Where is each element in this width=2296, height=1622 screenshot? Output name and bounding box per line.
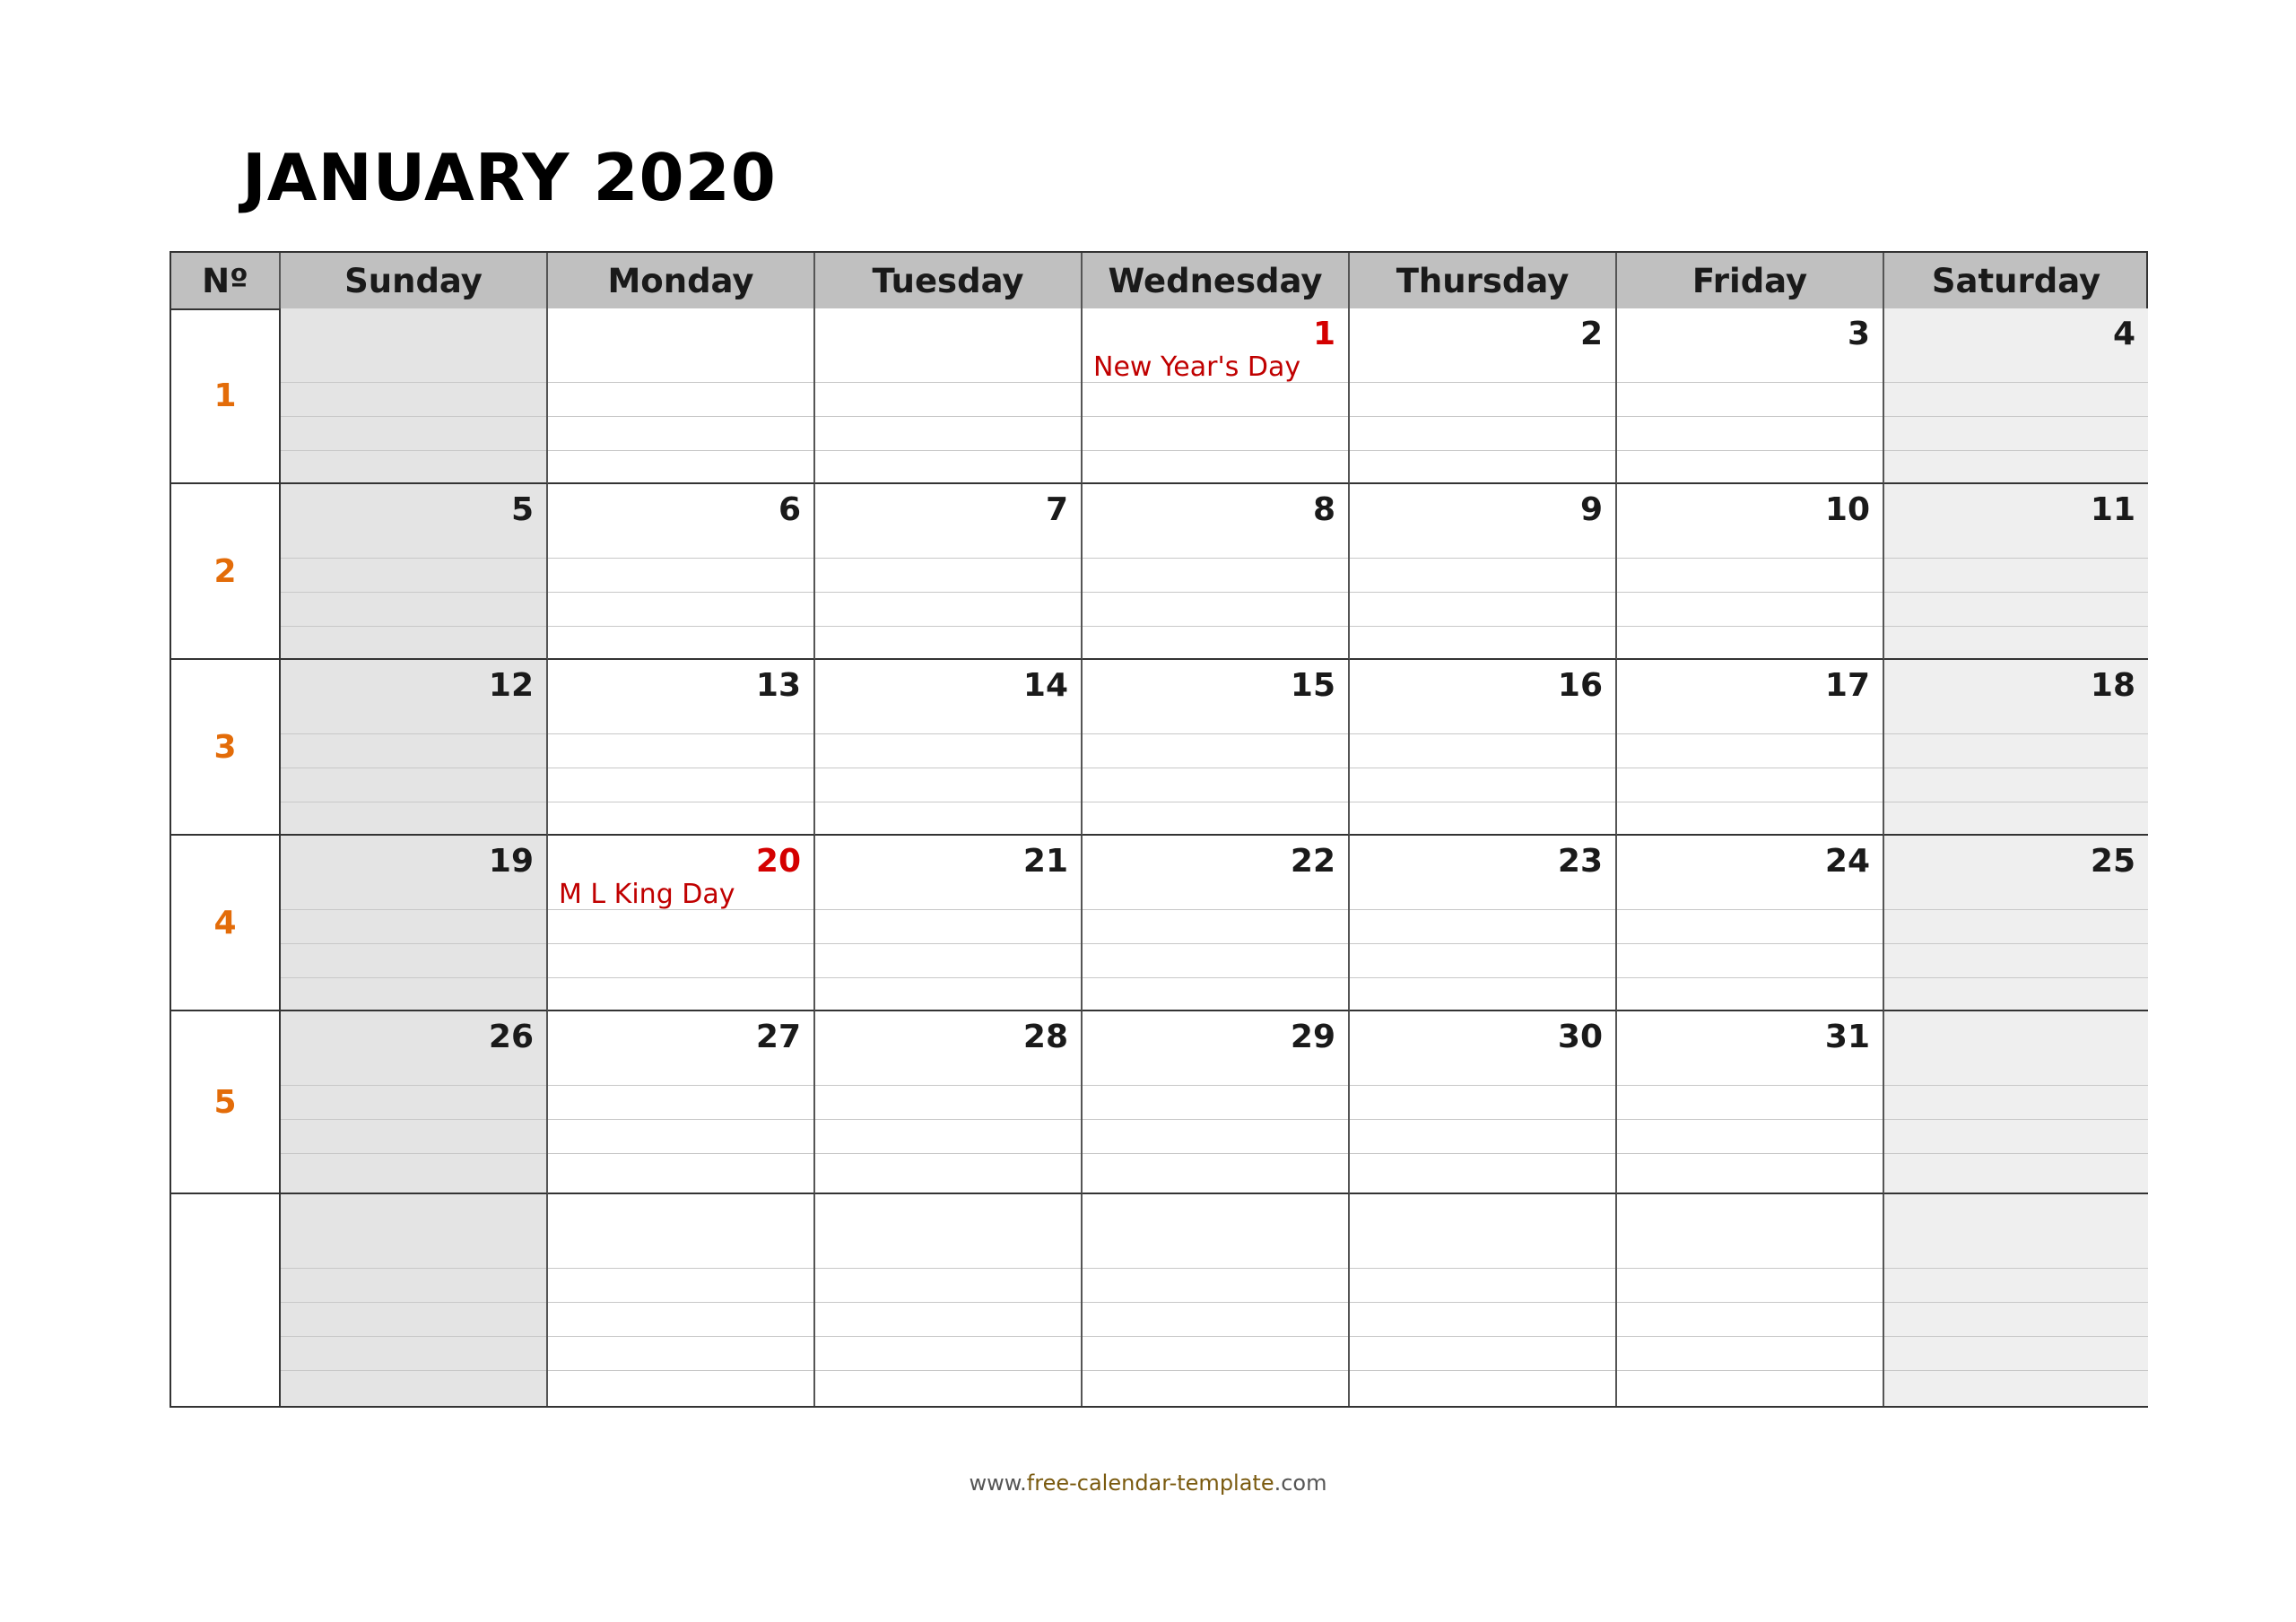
note-line <box>1617 558 1883 559</box>
note-line <box>815 558 1081 559</box>
note-line <box>281 382 546 383</box>
note-line <box>815 733 1081 734</box>
note-line <box>1884 733 2148 734</box>
note-line <box>281 1370 546 1371</box>
note-line <box>1617 382 1883 383</box>
day-cell[interactable] <box>1884 660 2148 836</box>
note-line <box>815 1153 1081 1154</box>
note-line <box>548 450 813 451</box>
note-line <box>281 1336 546 1337</box>
day-cell[interactable] <box>281 484 548 660</box>
note-line <box>1083 1302 1348 1303</box>
note-line <box>281 1268 546 1269</box>
day-cell[interactable] <box>1617 1011 1884 1194</box>
week-number: 5 <box>171 1011 281 1194</box>
day-number: 12 <box>488 667 534 704</box>
note-line <box>815 1302 1081 1303</box>
day-cell[interactable] <box>1884 308 2148 484</box>
week-row <box>171 836 2146 1011</box>
week-number: 3 <box>171 660 281 836</box>
note-line <box>281 1119 546 1120</box>
note-line <box>815 1336 1081 1337</box>
day-cell[interactable] <box>815 1194 1083 1406</box>
day-number: 16 <box>1557 667 1603 704</box>
day-cell[interactable] <box>1350 1194 1617 1406</box>
note-line <box>1884 382 2148 383</box>
day-cell[interactable] <box>1617 660 1884 836</box>
note-line <box>1350 977 1615 978</box>
header-tuesday: Tuesday <box>815 253 1083 308</box>
week-number: 4 <box>171 836 281 1011</box>
day-number: 24 <box>1824 843 1870 880</box>
header-monday: Monday <box>548 253 815 308</box>
day-number: 11 <box>2090 491 2135 528</box>
note-line <box>281 416 546 417</box>
day-cell[interactable] <box>1617 1194 1884 1406</box>
note-line <box>1617 909 1883 910</box>
note-line <box>1350 416 1615 417</box>
calendar-grid <box>170 251 2148 1408</box>
day-cell[interactable] <box>1617 308 1884 484</box>
day-cell[interactable] <box>281 308 548 484</box>
note-line <box>1083 626 1348 627</box>
day-cell[interactable] <box>1083 836 1350 1011</box>
footer-url-suffix: .com <box>1274 1470 1327 1496</box>
day-number: 20 <box>755 843 801 880</box>
note-line <box>281 977 546 978</box>
note-line <box>1350 382 1615 383</box>
day-cell[interactable] <box>548 836 815 1011</box>
day-cell[interactable] <box>1884 484 2148 660</box>
note-line <box>1083 977 1348 978</box>
note-line <box>1617 943 1883 944</box>
note-line <box>1884 558 2148 559</box>
day-cell[interactable] <box>1083 1194 1350 1406</box>
day-cell[interactable] <box>1884 836 2148 1011</box>
note-line <box>1884 1085 2148 1086</box>
day-cell[interactable] <box>1083 1011 1350 1194</box>
week-row <box>171 1194 2146 1406</box>
day-cell[interactable] <box>1884 1011 2148 1194</box>
note-line <box>815 1119 1081 1120</box>
footer-url-prefix: www. <box>969 1470 1027 1496</box>
note-line <box>548 1119 813 1120</box>
note-line <box>281 626 546 627</box>
day-number: 8 <box>1312 491 1335 528</box>
note-line <box>281 943 546 944</box>
day-cell[interactable] <box>1350 308 1617 484</box>
week-number: 1 <box>171 308 281 484</box>
note-line <box>1350 1302 1615 1303</box>
note-line <box>1083 1370 1348 1371</box>
day-cell[interactable] <box>1350 1011 1617 1194</box>
note-line <box>1083 1268 1348 1269</box>
note-line <box>1083 733 1348 734</box>
day-number: 21 <box>1022 843 1068 880</box>
day-number: 30 <box>1557 1019 1603 1055</box>
note-line <box>815 592 1081 593</box>
note-line <box>1617 1336 1883 1337</box>
day-number: 4 <box>2112 316 2135 352</box>
note-line <box>1350 558 1615 559</box>
note-line <box>281 558 546 559</box>
note-line <box>281 450 546 451</box>
note-line <box>1350 626 1615 627</box>
day-number: 23 <box>1557 843 1603 880</box>
note-line <box>548 416 813 417</box>
header-week-number: Nº <box>171 253 281 308</box>
day-number: 28 <box>1022 1019 1068 1055</box>
day-number: 10 <box>1824 491 1870 528</box>
note-line <box>548 382 813 383</box>
note-line <box>1617 1370 1883 1371</box>
day-cell[interactable] <box>548 1194 815 1406</box>
note-line <box>1884 1370 2148 1371</box>
day-cell[interactable] <box>1083 660 1350 836</box>
note-line <box>1884 943 2148 944</box>
note-line <box>548 1336 813 1337</box>
note-line <box>1617 1153 1883 1154</box>
holiday-label: M L King Day <box>559 879 735 910</box>
day-cell[interactable] <box>548 308 815 484</box>
day-number: 29 <box>1290 1019 1335 1055</box>
day-number: 18 <box>2090 667 2135 704</box>
note-line <box>1083 592 1348 593</box>
note-line <box>281 1302 546 1303</box>
note-line <box>1884 1268 2148 1269</box>
footer-url[interactable] <box>0 1470 2296 1496</box>
note-line <box>548 943 813 944</box>
day-number: 22 <box>1290 843 1335 880</box>
note-line <box>1617 626 1883 627</box>
note-line <box>548 977 813 978</box>
day-cell[interactable] <box>281 1194 548 1406</box>
note-line <box>1617 592 1883 593</box>
note-line <box>1884 450 2148 451</box>
note-line <box>815 450 1081 451</box>
day-number: 26 <box>488 1019 534 1055</box>
note-line <box>1884 592 2148 593</box>
day-cell[interactable] <box>815 836 1083 1011</box>
note-line <box>1083 1336 1348 1337</box>
note-line <box>1350 1085 1615 1086</box>
day-cell[interactable] <box>281 660 548 836</box>
note-line <box>1884 1119 2148 1120</box>
day-cell[interactable] <box>815 308 1083 484</box>
note-line <box>815 626 1081 627</box>
calendar-title: JANUARY 2020 <box>242 140 777 215</box>
week-row <box>171 660 2146 836</box>
note-line <box>548 1370 813 1371</box>
note-line <box>548 558 813 559</box>
note-line <box>548 733 813 734</box>
day-number: 6 <box>778 491 801 528</box>
day-cell[interactable] <box>548 1011 815 1194</box>
note-line <box>1617 1119 1883 1120</box>
day-cell[interactable] <box>1350 660 1617 836</box>
note-line <box>1350 733 1615 734</box>
day-cell[interactable] <box>548 660 815 836</box>
header-thursday: Thursday <box>1350 253 1617 308</box>
note-line <box>281 733 546 734</box>
header-wednesday: Wednesday <box>1083 253 1350 308</box>
day-number: 2 <box>1579 316 1603 352</box>
day-cell[interactable] <box>815 660 1083 836</box>
day-cell[interactable] <box>281 1011 548 1194</box>
note-line <box>548 1085 813 1086</box>
note-line <box>1350 450 1615 451</box>
note-line <box>1884 1302 2148 1303</box>
day-number: 27 <box>755 1019 801 1055</box>
note-line <box>1350 943 1615 944</box>
note-line <box>1617 733 1883 734</box>
note-line <box>548 592 813 593</box>
note-line <box>1083 416 1348 417</box>
week-row <box>171 1011 2146 1194</box>
note-line <box>281 909 546 910</box>
day-number: 3 <box>1847 316 1870 352</box>
note-line <box>1884 416 2148 417</box>
week-row <box>171 484 2146 660</box>
note-line <box>548 1268 813 1269</box>
day-number: 19 <box>488 843 534 880</box>
note-line <box>815 382 1081 383</box>
note-line <box>1617 1268 1883 1269</box>
note-line <box>281 1085 546 1086</box>
note-line <box>815 1085 1081 1086</box>
day-cell[interactable] <box>548 484 815 660</box>
weekday-header-row <box>171 253 2146 310</box>
note-line <box>1884 1153 2148 1154</box>
note-line <box>1617 977 1883 978</box>
note-line <box>281 1153 546 1154</box>
day-cell[interactable] <box>815 484 1083 660</box>
note-line <box>815 1370 1081 1371</box>
holiday-label: New Year's Day <box>1093 351 1301 383</box>
day-number: 25 <box>2090 843 2135 880</box>
note-line <box>281 592 546 593</box>
day-cell[interactable] <box>1617 484 1884 660</box>
day-cell[interactable] <box>1083 484 1350 660</box>
note-line <box>1350 1153 1615 1154</box>
day-number: 1 <box>1312 316 1335 352</box>
week-row <box>171 308 2146 484</box>
day-number: 15 <box>1290 667 1335 704</box>
note-line <box>1083 943 1348 944</box>
week-number: 2 <box>171 484 281 660</box>
note-line <box>1083 1085 1348 1086</box>
day-number: 17 <box>1824 667 1870 704</box>
note-line <box>1083 558 1348 559</box>
note-line <box>1350 1370 1615 1371</box>
footer-url-name: free-calendar-template <box>1026 1470 1274 1496</box>
note-line <box>1884 1336 2148 1337</box>
day-cell[interactable] <box>281 836 548 1011</box>
note-line <box>815 909 1081 910</box>
day-cell[interactable] <box>1350 484 1617 660</box>
day-cell[interactable] <box>1884 1194 2148 1406</box>
note-line <box>1083 909 1348 910</box>
note-line <box>1884 977 2148 978</box>
day-cell[interactable] <box>1617 836 1884 1011</box>
note-line <box>548 1302 813 1303</box>
note-line <box>1350 592 1615 593</box>
note-line <box>1350 1119 1615 1120</box>
day-cell[interactable] <box>1350 836 1617 1011</box>
note-line <box>815 943 1081 944</box>
header-friday: Friday <box>1617 253 1884 308</box>
week-number <box>171 1194 281 1406</box>
header-sunday: Sunday <box>281 253 548 308</box>
day-number: 5 <box>510 491 534 528</box>
note-line <box>548 1153 813 1154</box>
note-line <box>1350 1336 1615 1337</box>
note-line <box>1083 1153 1348 1154</box>
note-line <box>815 1268 1081 1269</box>
header-saturday: Saturday <box>1931 261 2101 300</box>
day-cell[interactable] <box>815 1011 1083 1194</box>
day-number: 31 <box>1824 1019 1870 1055</box>
day-number: 13 <box>755 667 801 704</box>
note-line <box>1083 450 1348 451</box>
note-line <box>1884 626 2148 627</box>
note-line <box>548 626 813 627</box>
note-line <box>1617 416 1883 417</box>
note-line <box>1350 1268 1615 1269</box>
day-number: 14 <box>1022 667 1068 704</box>
note-line <box>1083 1119 1348 1120</box>
day-number: 9 <box>1579 491 1603 528</box>
note-line <box>1884 909 2148 910</box>
note-line <box>1617 450 1883 451</box>
note-line <box>1350 909 1615 910</box>
note-line <box>1617 1302 1883 1303</box>
note-line <box>815 977 1081 978</box>
note-line <box>815 416 1081 417</box>
day-number: 7 <box>1045 491 1068 528</box>
day-cell[interactable] <box>1083 308 1350 484</box>
note-line <box>1617 1085 1883 1086</box>
